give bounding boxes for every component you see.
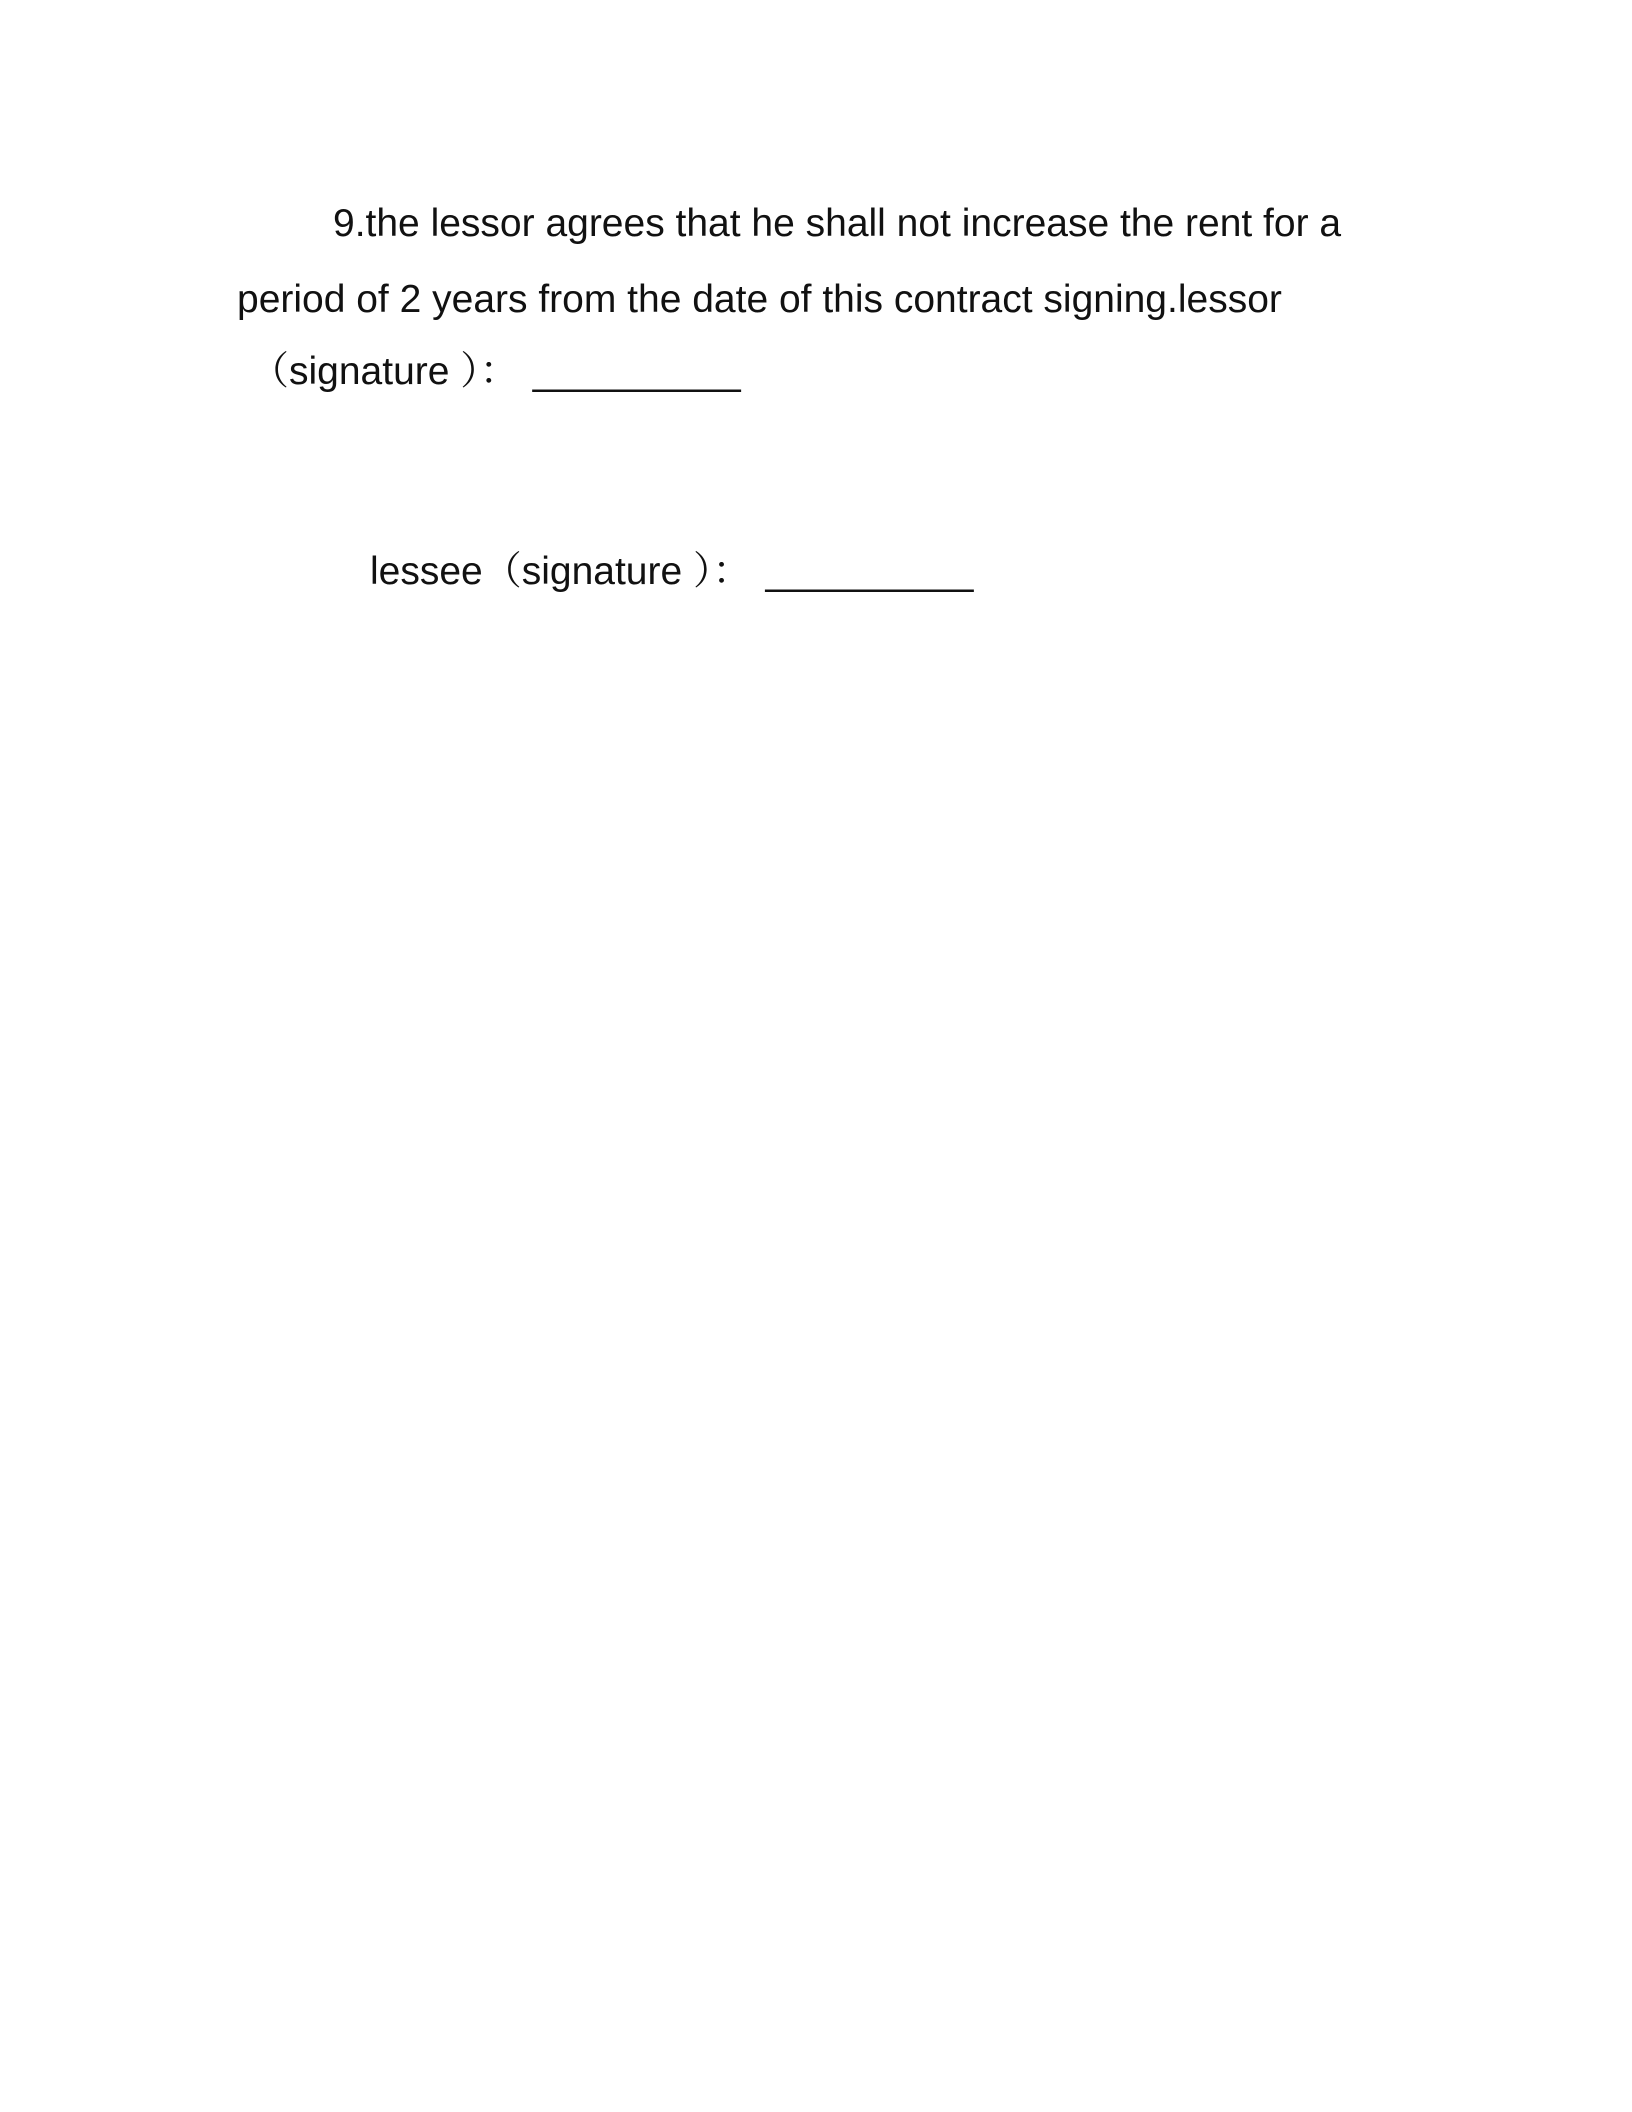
lessor-signature-line: [250, 352, 740, 391]
lessee-signature-label: lessee（signature ）：: [370, 550, 752, 593]
lessor-signature-label: （signature ）：: [250, 350, 519, 393]
lessor-signature-blank: __________: [532, 350, 740, 393]
clause-9-line-1: 9.the lessor agrees that he shall not increase the rent for a: [333, 202, 1342, 245]
lessee-signature-line: [370, 552, 972, 591]
lessee-signature-blank: __________: [765, 550, 973, 593]
clause-9-line-2: period of 2 years from the date of this contract signing.lessor: [237, 278, 1282, 321]
